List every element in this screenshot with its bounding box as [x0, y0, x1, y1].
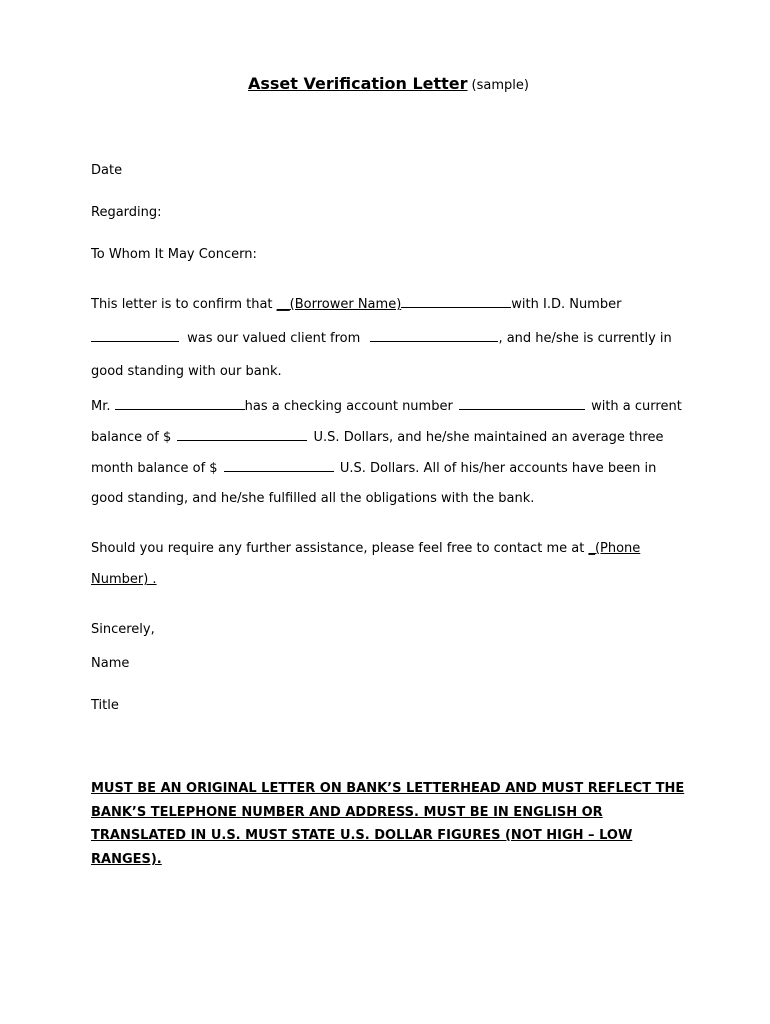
id-number-blank [91, 329, 179, 342]
borrower-name-blank [401, 295, 511, 308]
p2-line1-tail: with a current [591, 399, 682, 414]
p1-line3: good standing with our bank. [91, 364, 282, 379]
p2-line3 [91, 459, 656, 478]
avg-balance-blank [224, 459, 334, 472]
document-title [248, 75, 529, 95]
p2-line2-tail: U.S. Dollars, and he/she maintained an average three [313, 430, 664, 445]
p2-line2 [91, 428, 663, 447]
p2-line4: good standing, and he/she fulfilled all the obligations with the bank. [91, 491, 535, 506]
p1-line1 [91, 295, 621, 314]
mr-label: Mr. [91, 399, 115, 414]
borrower-name-placeholder: __(Borrower Name) [276, 297, 402, 312]
balance-label: balance of $ [91, 430, 172, 445]
title-sub: (sample) [471, 78, 529, 93]
p3-line2: Number) . [91, 572, 157, 587]
p2-line1 [91, 397, 682, 416]
account-number-blank [459, 397, 585, 410]
mr-name-blank [115, 397, 245, 410]
p2-line3-tail: U.S. Dollars. All of his/her accounts have been in [339, 461, 657, 476]
phone-placeholder: _(Phone [588, 541, 641, 556]
balance-blank [177, 428, 307, 441]
client-from-blank [370, 329, 498, 342]
salutation: To Whom It May Concern: [91, 247, 257, 262]
p3-line1-text: Should you require any further assistance, please feel free to contact me at [91, 541, 589, 556]
p1-line1-tail: with I.D. Number [511, 297, 622, 312]
signer-name: Name [91, 656, 130, 671]
avg-balance-label: month balance of $ [91, 461, 218, 476]
signer-title: Title [91, 698, 119, 713]
p1-line2 [91, 329, 672, 348]
p1-line1-text: This letter is to confirm that [91, 297, 277, 312]
notice-line2: BANK’S TELEPHONE NUMBER AND ADDRESS. MUST BE IN ENGLISH OR [91, 805, 603, 820]
p1-line2-tail: , and he/she is currently in [498, 331, 672, 346]
notice-line4: RANGES). [91, 852, 162, 867]
regarding-line: Regarding: [91, 205, 162, 220]
notice-line1: MUST BE AN ORIGINAL LETTER ON BANK’S LETTERHEAD AND MUST REFLECT THE [91, 781, 685, 796]
notice-line3: TRANSLATED IN U.S. MUST STATE U.S. DOLLAR FIGURES (NOT HIGH – LOW [91, 828, 633, 843]
title-main: Asset Verification Letter [248, 74, 468, 93]
p3-line1 [91, 540, 640, 558]
sincerely: Sincerely, [91, 622, 155, 637]
p1-line2-text: was our valued client from [187, 331, 361, 346]
date-line: Date [91, 163, 123, 178]
p2-line1-text: has a checking account number [244, 399, 453, 414]
